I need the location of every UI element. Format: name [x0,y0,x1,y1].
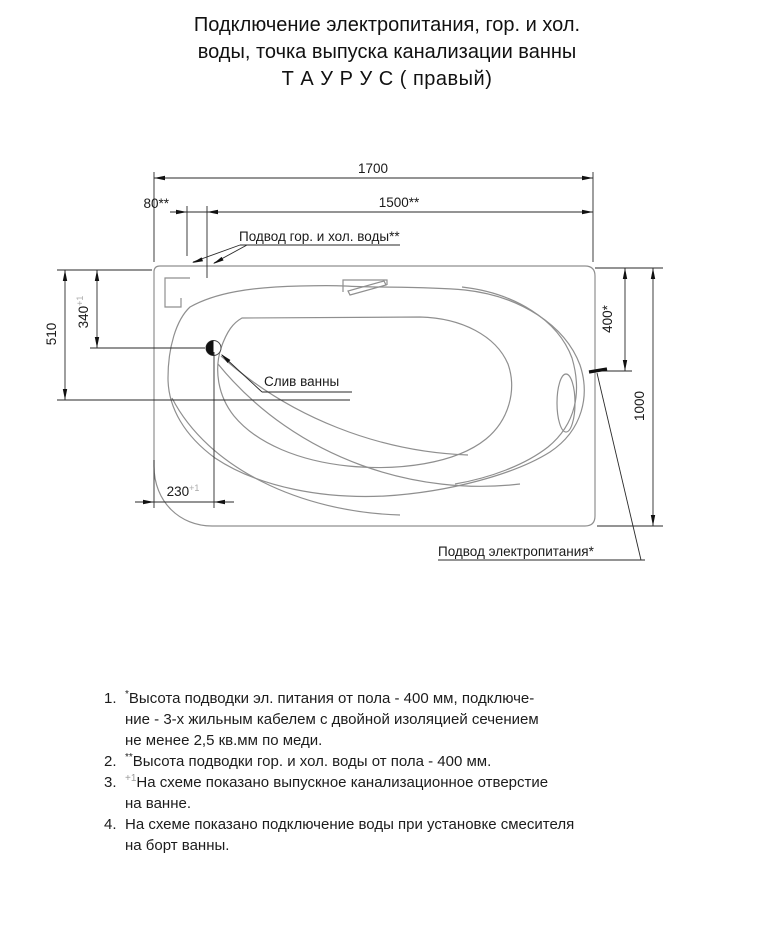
drain-label: Слив ванны [264,374,340,389]
dim-water-offset-label: 80** [143,196,169,211]
drain-symbol [206,340,221,356]
tub-armrest-ellipse [557,374,575,432]
dim-drain-offset-label: $230^{+1}$ [166,483,200,499]
note-4-text: На схеме показано подключение воды при установке смесителя [125,816,575,833]
water-supply-label: Подвод гор. и хол. воды** [239,229,400,244]
dim-water-width-label: 1500** [378,195,420,210]
note-1-text: Высота подводки эл. питания от пола - 400 мм, подключе- [128,690,535,707]
note-4: 4. На схеме показано подключение воды при установке смесителя на борт ванны. [104,816,575,854]
dim-power-height-label: 400* [600,305,615,333]
note-3: 3. $^{+1}$На схеме показано выпускное канализационное отверстие на ванне. [104,773,549,812]
title-line-3: Т А У Р У С ( правый) [281,68,493,90]
tub-contour-3 [172,398,400,515]
power-connection-tick [589,369,607,372]
dim-left-drain-label: $340^{+1}$ [75,295,91,329]
dim-total-height-label: 1000 [632,390,647,422]
note-4-number: 4. [104,816,117,833]
title-line-2: воды, точка выпуска канализации ванны [197,41,577,63]
tub-water-notch [165,278,190,307]
note-2-number: 2. [104,753,117,770]
note-1: 1. *Высота подводки эл. питания от пола - 400 мм, подключе- ние - 3-х жильным кабелем с двойной изоляцией сечением не менее 2,5 кв.мм по меди. [104,689,539,749]
bathtub-outline-group [154,266,595,526]
notes-list [104,688,704,856]
dim-total-width-label: 1700 [357,161,389,176]
dim-left-total-label: 510 [44,322,59,346]
tub-basin-inner [218,317,512,468]
note-3-number: 3. [104,774,117,791]
title-line-1: Подключение электропитания, гор. и хол. [193,14,581,36]
tub-faucet-wedge [348,281,386,295]
note-2-text: Высота подводки гор. и хол. воды от пола - 400 мм. [132,753,492,770]
power-supply-label: Подвод электропитания* [438,544,594,559]
tub-outer-boundary [154,266,595,526]
note-3-text: На схеме показано выпускное канализационное отверстие [136,774,549,791]
note-1-number: 1. [104,690,117,707]
note-2: 2. **Высота подводки гор. и хол. воды от пола - 400 мм. [104,752,492,770]
